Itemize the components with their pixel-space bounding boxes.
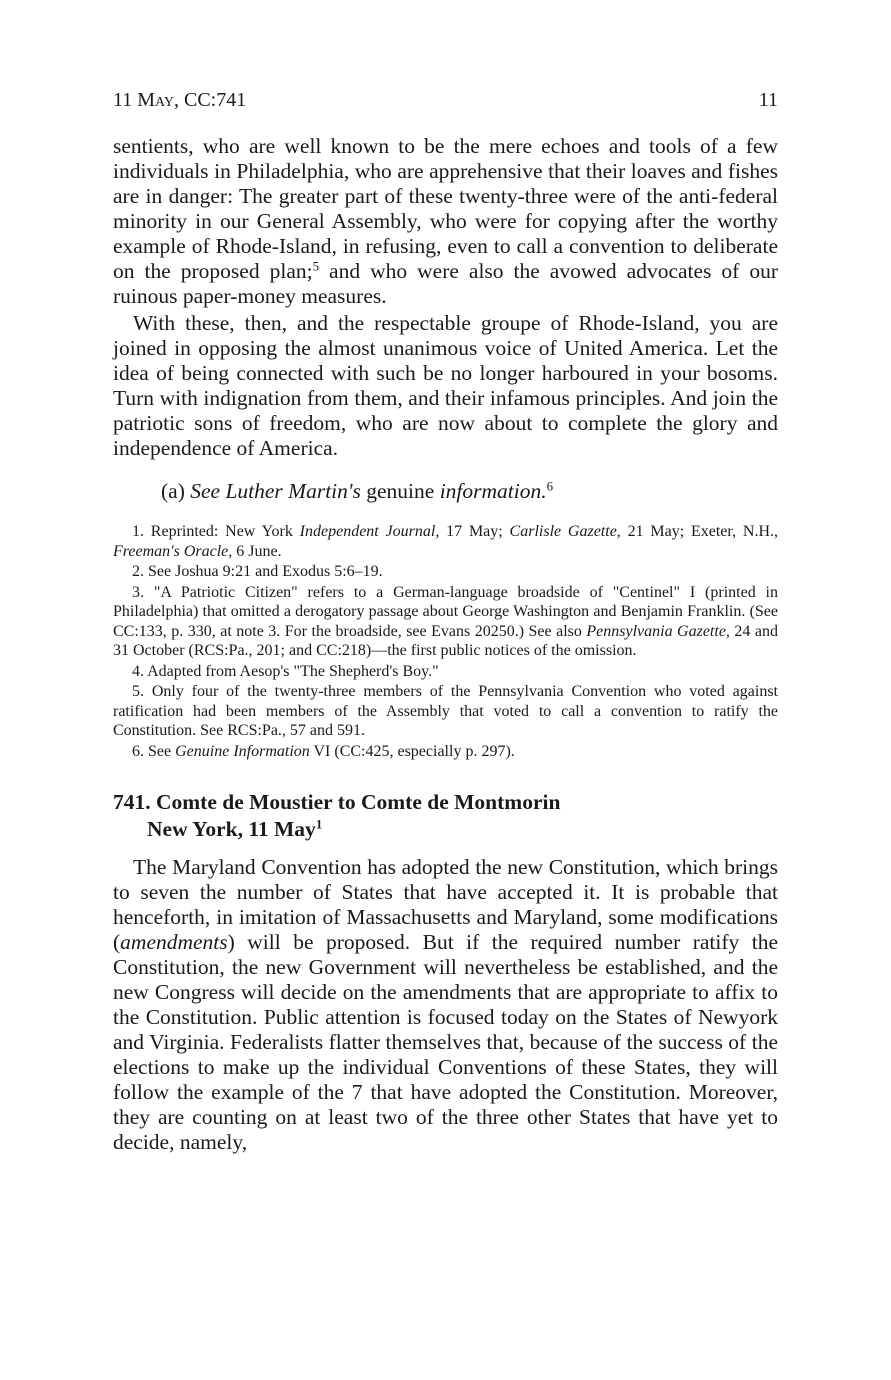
continued-paragraph: sentients, who are well known to be the mere echoes and tools of a few individuals in Philadelphia, who are apprehensive that their loaves and fishes are in danger: The greater part of these twenty-three were of the anti-federal minority in our General Assembly, who were for copying after the worthy example of Rhode-Island, in refusing, even to call a convention to deliberate on the proposed plan;$^5$ and who were also the avowed advocates of our ruinous paper-money measures. [113,134,779,308]
footnote-ref: 6 [546,479,554,494]
document-heading [113,789,778,843]
running-head-left: 11 May, CC:741 [113,89,247,111]
footnote-1: 1. Reprinted: New York Independent Journal, 17 May; Carlisle Gazette, 21 May; Exeter, N.H., Freeman's Oracle, 6 June. [113,523,779,560]
footnote-6: 6. See Genuine Information VI (CC:425, especially p. 297). [132,742,515,760]
paragraph-2: With these, then, and the respectable groupe of Rhode-Island, you are joined in opposing the almost unanimous voice of United America. Let the idea of being connected with such be no longer harboured in your bosoms. Turn with indignation from them, and their infamous principles. And join the patriotic sons of freedom, who are now about to complete the glory and independence of America. [113,311,778,460]
footnote-3: 3. "A Patriotic Citizen" refers to a German-language broadside of "Centinel" I (printed in Philadelphia) that omitted a derogatory passage about George Washington and Benjamin Franklin. (See CC:133, p. 330, at note 3. For the broadside, see Evans 20250.) See also Pennsylvania Gazette, 24 and 31 October (RCS:Pa., 201; and CC:218)—the first public notices of the omission. [113,583,779,659]
document-title: 741. Comte de Moustier to Comte de Montmorin [113,790,561,814]
footnote-2: 2. See Joshua 9:21 and Exodus 5:6–19. [132,563,383,580]
text-block [113,134,778,1155]
footnote-ref: 1 [315,817,323,832]
footnote-ref: 5 [312,259,320,274]
page-number: 11 [758,89,778,111]
document-paragraph: The Maryland Convention has adopted the new Constitution, which brings to seven the number of States that have accepted it. It is probable that henceforth, in imitation of Massachusetts and Maryland, some modifications (amendments) will be proposed. But if the required number ratify the Constitution, the new Government will nevertheless be established, and the new Congress will decide on the amendments that are appropriate to affix to the Constitution. Public attention is focused today on the States of Newyork and Virginia. Federalists flatter themselves that, because of the success of the elections to make up the individual Conventions of these States, they will follow the example of the 7 that have adopted the Constitution. Moreover, they are counting on at least two of the three other States that have yet to decide, namely, [113,855,778,1154]
footnote-4: 4. Adapted from Aesop's "The Shepherd's Boy." [132,662,439,680]
footnote-5: 5. Only four of the twenty-three members of the Pennsylvania Convention who voted against ratification had been members of the Assembly that voted to call a convention to ratify the Constitution. See RCS:Pa., 57 and 591. [113,683,778,739]
footnotes [113,522,778,761]
author-note-a: (a) See Luther Martin's genuine information.$^6$ [161,479,554,503]
document-dateline: New York, 11 May$^1$ [147,817,323,841]
